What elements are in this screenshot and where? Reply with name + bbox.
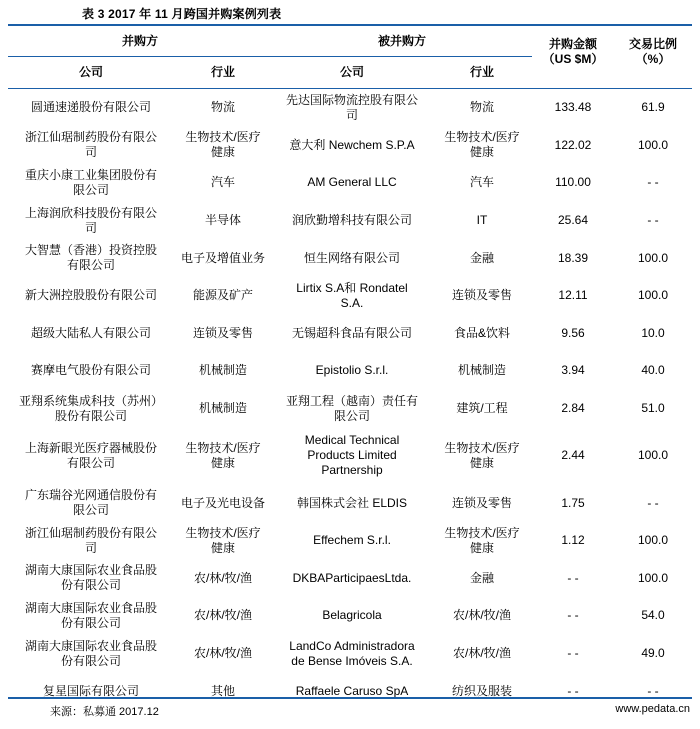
header-amount: 并购金额 （US $M） <box>542 37 604 66</box>
amount-cell: 110.00 <box>555 175 591 190</box>
table-row <box>8 484 692 522</box>
table-row <box>8 239 692 277</box>
ratio-cell: 100.0 <box>637 533 669 548</box>
mna-table <box>8 89 692 710</box>
target-industry-cell: 生物技术/医疗 健康 <box>444 130 520 160</box>
target-industry-cell: 食品&饮料 <box>453 325 510 340</box>
ratio-cell: 10.0 <box>641 325 665 340</box>
header-acquirer-company: 公司 <box>78 65 103 79</box>
header-target-group: 被并购方 <box>377 33 426 48</box>
target-industry-cell: 生物技术/医疗 健康 <box>444 440 520 470</box>
acquirer-industry-cell: 机械制造 <box>198 363 247 378</box>
acquirer-company-cell: 湖南大康国际农业食品股 份有限公司 <box>24 600 157 630</box>
target-company-cell: LandCo Administradora de Bense Imóveis S.A. <box>289 638 415 668</box>
acquirer-industry-cell: 能源及矿产 <box>192 288 253 303</box>
amount-cell: 25.64 <box>557 213 589 228</box>
target-industry-cell: 连锁及零售 <box>451 288 512 303</box>
amount-cell: 12.11 <box>558 288 588 303</box>
acquirer-industry-cell: 汽车 <box>210 175 235 190</box>
ratio-cell: - - <box>647 213 659 228</box>
ratio-cell: - - <box>647 683 659 698</box>
table-row <box>8 315 692 353</box>
amount-cell: 122.02 <box>554 137 592 152</box>
acquirer-company-cell: 圆通速递股份有限公司 <box>30 100 151 115</box>
acquirer-industry-cell: 电子及光电设备 <box>180 495 265 510</box>
header-target-company: 公司 <box>339 65 364 79</box>
target-company-cell: DKBAParticipaesLtda. <box>292 570 412 585</box>
target-company-cell: 先达国际物流控股有限公 司 <box>285 92 418 122</box>
table-body <box>8 89 692 710</box>
target-industry-cell: 物流 <box>469 100 494 115</box>
amount-cell: 2.44 <box>561 448 585 463</box>
amount-cell: 18.39 <box>557 250 589 265</box>
target-company-cell: 润欣勤增科技有限公司 <box>291 213 412 228</box>
target-company-cell: Lirtix S.A和 Rondatel S.A. <box>296 280 408 310</box>
source-note: 来源：私募通 2017.12 <box>50 706 159 718</box>
acquirer-industry-cell: 农/林/牧/渔 <box>193 570 252 585</box>
amount-cell: 133.48 <box>554 100 592 115</box>
ratio-cell: 61.9 <box>641 100 665 115</box>
table-row <box>8 202 692 240</box>
table-row <box>8 597 692 635</box>
target-industry-cell: 汽车 <box>469 175 494 190</box>
acquirer-industry-cell: 机械制造 <box>198 401 247 416</box>
amount-cell: 1.12 <box>561 533 585 548</box>
target-industry-cell: 纺织及服装 <box>451 683 512 698</box>
header-acquirer-industry: 行业 <box>210 65 235 79</box>
acquirer-company-cell: 浙江仙琚制药股份有限公 司 <box>24 130 157 160</box>
table-title: 表 3 2017 年 11 月跨国并购案例列表 <box>82 7 282 21</box>
acquirer-company-cell: 重庆小康工业集团股份有 限公司 <box>24 167 157 197</box>
target-industry-cell: 建筑/工程 <box>456 401 508 416</box>
ratio-cell: 100.0 <box>637 137 669 152</box>
acquirer-company-cell: 湖南大康国际农业食品股 份有限公司 <box>24 638 157 668</box>
target-company-cell: Epistolio S.r.l. <box>315 363 389 378</box>
acquirer-industry-cell: 物流 <box>210 100 235 115</box>
acquirer-company-cell: 新大洲控股股份有限公司 <box>24 288 157 303</box>
ratio-cell: - - <box>647 175 659 190</box>
table-row <box>8 89 692 127</box>
acquirer-industry-cell: 电子及增值业务 <box>180 250 265 265</box>
acquirer-industry-cell: 农/林/牧/渔 <box>193 608 252 623</box>
table-row <box>8 164 692 202</box>
website-link[interactable]: www.pedata.cn <box>615 703 690 715</box>
target-industry-cell: 金融 <box>469 250 494 265</box>
amount-cell: 2.84 <box>561 401 585 416</box>
amount-cell: - - <box>567 646 579 661</box>
header-target-industry: 行业 <box>469 65 494 79</box>
target-industry-cell: 生物技术/医疗 健康 <box>444 525 520 555</box>
ratio-cell: 100.0 <box>637 288 669 303</box>
ratio-cell: 100.0 <box>637 250 669 265</box>
amount-cell: 3.94 <box>561 363 585 378</box>
table-row <box>8 127 692 165</box>
target-company-cell: 亚翔工程（越南）责任有 限公司 <box>285 393 418 423</box>
acquirer-company-cell: 广东瑞谷光网通信股份有 限公司 <box>24 488 157 518</box>
amount-cell: 1.75 <box>561 495 585 510</box>
acquirer-company-cell: 上海润欣科技股份有限公 司 <box>24 205 157 235</box>
target-industry-cell: 农/林/牧/渔 <box>452 608 511 623</box>
table-row <box>8 390 692 428</box>
target-industry-cell: 连锁及零售 <box>451 495 512 510</box>
acquirer-company-cell: 超级大陆私人有限公司 <box>30 325 151 340</box>
target-company-cell: 韩国株式会社 ELDIS <box>296 495 408 510</box>
acquirer-industry-cell: 生物技术/医疗 健康 <box>185 130 261 160</box>
target-company-cell: Effechem S.r.l. <box>313 533 391 548</box>
acquirer-industry-cell: 农/林/牧/渔 <box>193 646 252 661</box>
target-company-cell: 无锡超科食品有限公司 <box>291 325 412 340</box>
ratio-cell: 100.0 <box>637 448 669 463</box>
acquirer-company-cell: 浙江仙琚制药股份有限公 司 <box>24 525 157 555</box>
target-industry-cell: 机械制造 <box>457 363 506 378</box>
acquirer-company-cell: 大智慧（香港）投资控股 有限公司 <box>24 243 157 273</box>
ratio-cell: 51.0 <box>641 401 665 416</box>
ratio-cell: 54.0 <box>641 608 665 623</box>
header-ratio: 交易比例 （%） <box>628 37 677 66</box>
ratio-cell: 40.0 <box>641 363 665 378</box>
table-row <box>8 522 692 560</box>
target-company-cell: Raffaele Caruso SpA <box>295 683 409 698</box>
amount-cell: - - <box>567 570 579 585</box>
table-row <box>8 560 692 598</box>
acquirer-industry-cell: 生物技术/医疗 健康 <box>185 440 261 470</box>
acquirer-company-cell: 湖南大康国际农业食品股 份有限公司 <box>24 563 157 593</box>
amount-cell: 9.56 <box>561 325 585 340</box>
acquirer-company-cell: 上海新眼光医疗器械股份 有限公司 <box>24 440 157 470</box>
acquirer-industry-cell: 生物技术/医疗 健康 <box>185 525 261 555</box>
target-company-cell: 意大利 Newchem S.P.A <box>289 137 415 152</box>
acquirer-company-cell: 亚翔系统集成科技（苏州） 股份有限公司 <box>18 393 163 423</box>
table-row <box>8 277 692 315</box>
amount-cell: - - <box>567 683 579 698</box>
acquirer-company-cell: 赛摩电气股份有限公司 <box>30 363 151 378</box>
target-company-cell: Medical Technical Products Limited Partnership <box>304 433 400 478</box>
acquirer-industry-cell: 半导体 <box>204 213 241 228</box>
target-company-cell: AM General LLC <box>307 175 397 190</box>
table-row <box>8 427 692 484</box>
ratio-cell: - - <box>647 495 659 510</box>
bottom-rule <box>8 697 692 699</box>
amount-cell: - - <box>567 608 579 623</box>
ratio-cell: 49.0 <box>641 646 665 661</box>
target-company-cell: 恒生网络有限公司 <box>303 250 400 265</box>
ratio-cell: 100.0 <box>637 570 669 585</box>
header-acquirer-group: 并购方 <box>121 33 158 48</box>
acquirer-industry-cell: 其他 <box>210 683 235 698</box>
acquirer-industry-cell: 连锁及零售 <box>192 325 253 340</box>
acquirer-company-cell: 复星国际有限公司 <box>42 683 139 698</box>
target-industry-cell: 金融 <box>469 570 494 585</box>
table-row <box>8 635 692 673</box>
target-industry-cell: 农/林/牧/渔 <box>452 646 511 661</box>
target-industry-cell: IT <box>476 213 488 228</box>
target-company-cell: Belagricola <box>322 608 382 623</box>
table-row <box>8 352 692 390</box>
